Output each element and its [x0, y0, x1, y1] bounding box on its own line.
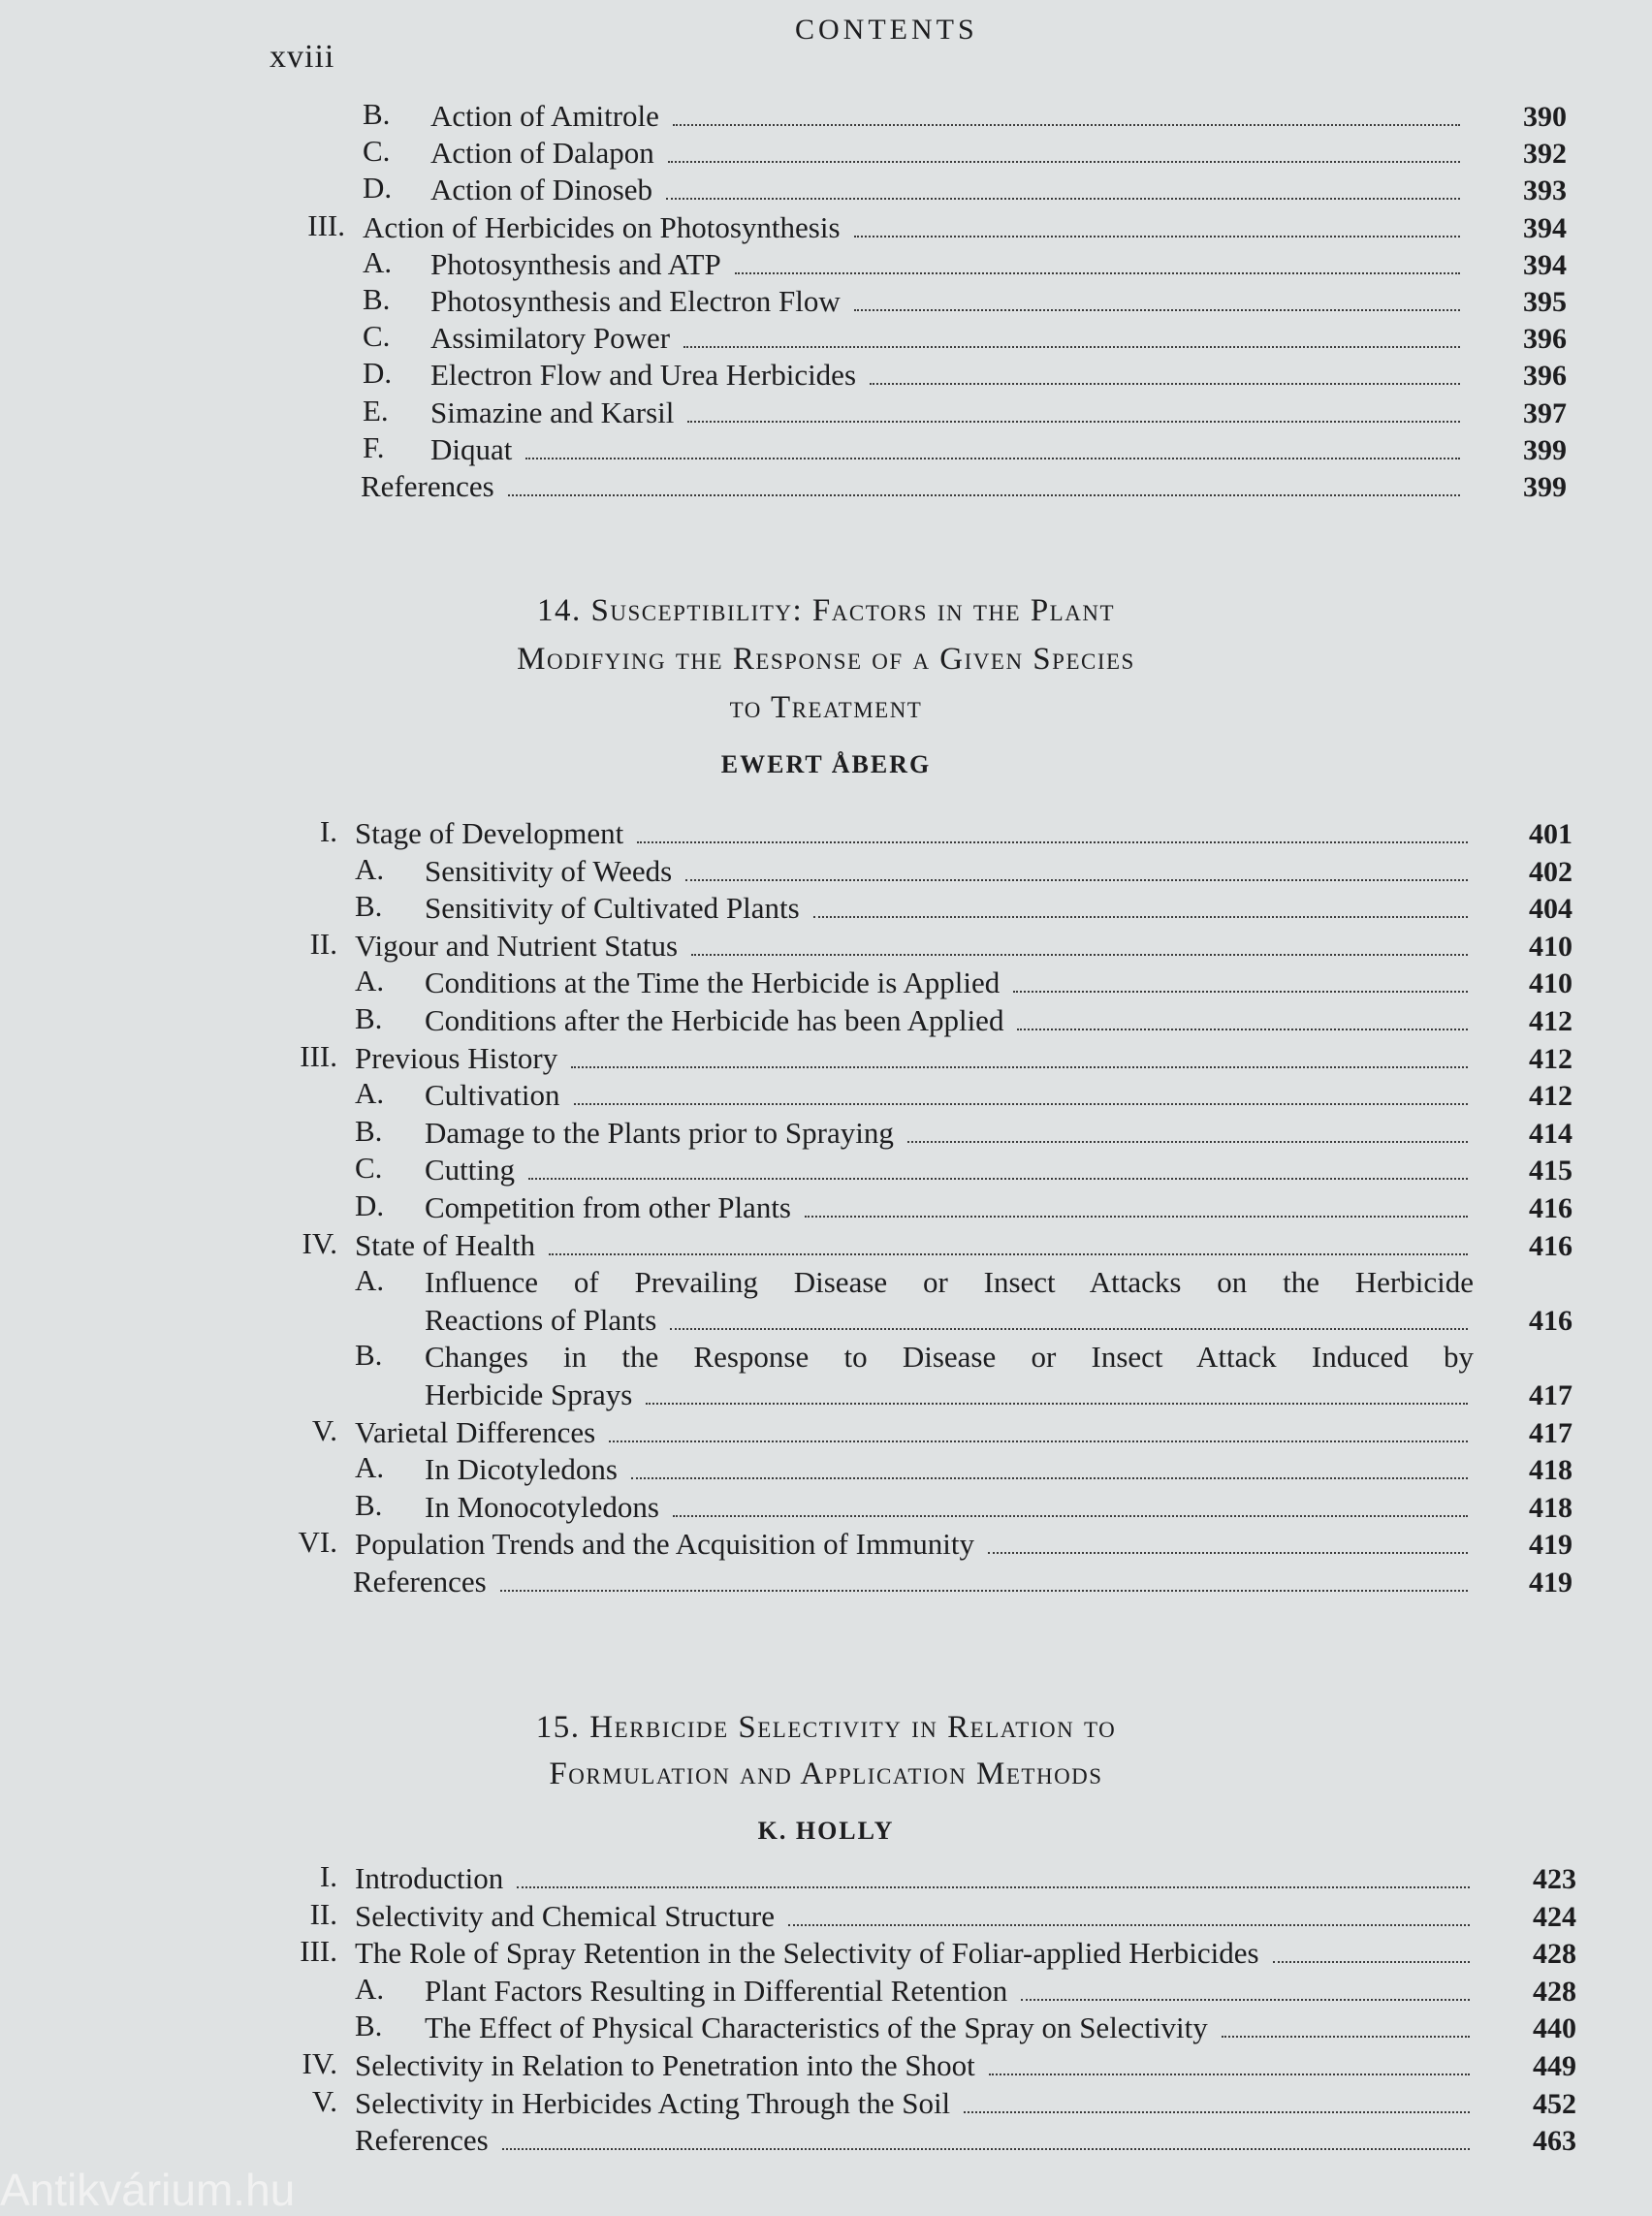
toc-entry-line [355, 1897, 1476, 1934]
toc-entry-label: Competition from other Plants [425, 1190, 791, 1224]
toc-entry-line [425, 2009, 1476, 2045]
toc-entry-page: 428 [1533, 1938, 1576, 1971]
dot-leader [735, 272, 1460, 274]
toc-entry-number: C. [363, 134, 391, 169]
toc-entry-line [355, 1859, 1476, 1896]
dot-leader [668, 161, 1460, 163]
toc-entry-number: V. [311, 2083, 337, 2118]
toc-entry-label: Varietal Differences [355, 1414, 596, 1449]
toc-entry-label: Selectivity and Chemical Structure [355, 1898, 776, 1933]
dot-leader [1222, 2036, 1470, 2038]
toc-entry-label: State of Health [355, 1227, 535, 1262]
toc-entry-number: IV. [302, 2046, 337, 2080]
dot-leader [502, 2148, 1470, 2150]
toc-entry-page: 416 [1529, 1304, 1573, 1337]
toc-entry-page: 440 [1533, 2012, 1576, 2045]
toc-entry-line [430, 394, 1466, 430]
toc-entry-page: 412 [1529, 1042, 1573, 1075]
toc-entry-line [425, 852, 1474, 889]
toc-entry-line [425, 964, 1474, 1000]
toc-entry-number: A. [355, 1263, 385, 1298]
toc-entry-number: B. [363, 282, 391, 316]
toc-entry-label: Sensitivity of Cultivated Plants [425, 891, 800, 926]
dot-leader [670, 1328, 1468, 1330]
toc-entry-number: I. [319, 1859, 337, 1893]
toc-entry-number: B. [363, 97, 391, 131]
dot-leader [870, 383, 1460, 385]
toc-entry-number: A. [355, 1450, 385, 1485]
toc-entry-number: B. [355, 2009, 383, 2043]
toc-entry-label: Selectivity in Relation to Penetration into the Shoot [355, 2048, 975, 2082]
dot-leader [1021, 1999, 1470, 2001]
toc-entry-number: IV. [302, 1225, 337, 1260]
toc-entry-page: 412 [1529, 1005, 1573, 1037]
toc-entry-page: 416 [1529, 1229, 1573, 1262]
toc-entry-label: Herbicide Sprays [425, 1377, 633, 1411]
toc-entry-label: Diquat [430, 431, 513, 466]
toc-entry-line [355, 1413, 1474, 1450]
toc-entry-page: 414 [1529, 1117, 1573, 1150]
toc-entry-page: 402 [1529, 855, 1573, 888]
toc-entry-number: C. [363, 319, 391, 354]
toc-entry-line [425, 1338, 1474, 1375]
toc-entry-number: B. [355, 1487, 383, 1522]
watermark: Antikvárium.hu [0, 2165, 296, 2215]
toc-entry-line [425, 1488, 1474, 1525]
toc-entry-number: II. [309, 1896, 337, 1931]
toc-entry-line [430, 97, 1466, 134]
toc-entry-label: Conditions after the Herbicide has been Applied [425, 1003, 1004, 1037]
toc-entry-line [363, 208, 1466, 245]
dot-leader [528, 1178, 1468, 1180]
toc-entry-page: 452 [1533, 2087, 1576, 2120]
dot-leader [500, 1590, 1468, 1592]
toc-entry-number: A. [355, 1076, 385, 1111]
toc-entry-line [430, 356, 1466, 393]
toc-entry-page: 419 [1529, 1529, 1573, 1562]
toc-entry-page: 412 [1529, 1080, 1573, 1113]
toc-entry-line [355, 814, 1474, 851]
toc-entry-label: Plant Factors Resulting in Differential Retention [425, 1973, 1008, 2008]
toc-entry-page: 393 [1523, 174, 1567, 207]
toc-entry-label: Cutting [425, 1153, 516, 1187]
toc-entry-page: 395 [1523, 286, 1567, 318]
toc-entry-label: References [355, 2123, 489, 2158]
toc-entry-page: 417 [1529, 1416, 1573, 1449]
toc-entry-label: Sensitivity of Weeds [425, 853, 673, 888]
toc-entry-number: III. [300, 1038, 337, 1073]
toc-entry-label: Assimilatory Power [430, 321, 671, 356]
toc-entry-line [425, 1114, 1474, 1151]
dot-leader [609, 1440, 1468, 1442]
toc-entry-page: 418 [1529, 1454, 1573, 1487]
chapter-15-title-line-2: Formulation and Application Methods [549, 1757, 1103, 1791]
toc-entry-label: Changes in the Response to Disease or Insect Attack Induced by [425, 1340, 1474, 1375]
toc-entry-page: 424 [1533, 1900, 1576, 1933]
toc-entry-line [355, 2121, 1476, 2158]
toc-entry-label: Action of Dinoseb [430, 173, 653, 207]
toc-entry-number: III. [307, 207, 345, 242]
page-number-roman: xviii [270, 39, 335, 75]
toc-entry-label: Introduction [355, 1861, 504, 1895]
toc-entry-label: Electron Flow and Urea Herbicides [430, 358, 857, 393]
toc-entry-number: A. [363, 244, 393, 279]
toc-entry-label: Cultivation [425, 1078, 560, 1113]
toc-entry-label: The Effect of Physical Characteristics of the Spray on Selectivity [425, 2010, 1208, 2045]
toc-entry-line [425, 1151, 1474, 1187]
dot-leader [788, 1924, 1470, 1926]
dot-leader [673, 124, 1460, 126]
toc-entry-page: 399 [1523, 471, 1567, 503]
chapter-14-author: EWERT ÅBERG [720, 750, 932, 778]
dot-leader [631, 1477, 1468, 1479]
dot-leader [1017, 1029, 1468, 1030]
dot-leader [1013, 991, 1468, 993]
dot-leader [508, 494, 1460, 496]
chapter-14-title-line-2: Modifying the Response of a Given Species [517, 642, 1135, 677]
dot-leader [691, 954, 1468, 956]
toc-entry-line [355, 2046, 1476, 2083]
toc-entry-page: 396 [1523, 323, 1567, 356]
toc-entry-page: 463 [1533, 2125, 1576, 2158]
toc-entry-page: 394 [1523, 211, 1567, 244]
dot-leader [854, 236, 1460, 237]
dot-leader [646, 1403, 1468, 1405]
toc-entry-label: Selectivity in Herbicides Acting Through the Soil [355, 2085, 951, 2120]
toc-entry-page: 401 [1529, 818, 1573, 850]
toc-entry-number: VI. [298, 1525, 337, 1560]
toc-entry-line [425, 1263, 1474, 1300]
dot-leader [637, 841, 1468, 843]
dot-leader [685, 879, 1468, 881]
dot-leader [813, 916, 1468, 918]
toc-entry-label: References [361, 469, 494, 503]
toc-entry-label: References [353, 1565, 487, 1599]
toc-entry-page: 404 [1529, 893, 1573, 926]
toc-entry-page: 416 [1529, 1192, 1573, 1224]
toc-entry-line [355, 1226, 1474, 1263]
toc-entry-number: II. [309, 926, 337, 961]
toc-entry-line [425, 1376, 1474, 1412]
toc-entry-page: 394 [1523, 248, 1567, 281]
toc-entry-number: A. [355, 851, 385, 886]
toc-entry-label: Vigour and Nutrient Status [355, 928, 679, 963]
toc-entry-page: 418 [1529, 1491, 1573, 1524]
toc-entry-page: 449 [1533, 2050, 1576, 2082]
dot-leader [517, 1886, 1470, 1888]
toc-entry-line [430, 134, 1466, 171]
dot-leader [907, 1141, 1468, 1143]
dot-leader [525, 458, 1460, 459]
toc-entry-page: 397 [1523, 396, 1567, 429]
toc-entry-number: III. [300, 1934, 337, 1969]
toc-entry-label: Action of Dalapon [430, 136, 654, 171]
toc-entry-line [355, 927, 1474, 964]
toc-entry-number: E. [363, 393, 389, 427]
toc-entry-label: Previous History [355, 1040, 558, 1075]
dot-leader [683, 346, 1460, 348]
toc-entry-number: V. [311, 1412, 337, 1447]
dot-leader [988, 1552, 1468, 1554]
toc-entry-line [355, 1039, 1474, 1076]
toc-entry-page: 410 [1529, 967, 1573, 1000]
toc-entry-line [430, 171, 1466, 207]
chapter-14-title-line-1: 14. Susceptibility: Factors in the Plant [536, 593, 1115, 628]
dot-leader [687, 421, 1460, 423]
toc-entry-number: D. [363, 356, 393, 391]
toc-entry-page: 396 [1523, 360, 1567, 393]
toc-entry-line [430, 282, 1466, 319]
toc-entry-line [425, 1188, 1474, 1225]
toc-entry-label: Stage of Development [355, 816, 624, 850]
toc-entry-label: Action of Herbicides on Photosynthesis [363, 209, 841, 244]
toc-entry-line [425, 1301, 1474, 1338]
toc-entry-page: 392 [1523, 138, 1567, 171]
toc-entry-label: In Dicotyledons [425, 1452, 618, 1487]
dot-leader [805, 1216, 1468, 1218]
toc-entry-line [353, 1563, 1474, 1599]
toc-entry-number: D. [363, 171, 393, 206]
toc-entry-line [425, 1972, 1476, 2009]
dot-leader [571, 1066, 1468, 1068]
toc-entry-label: Population Trends and the Acquisition of Immunity [355, 1527, 974, 1562]
dot-leader [574, 1103, 1469, 1105]
toc-entry-number: B. [355, 1113, 383, 1148]
toc-entry-number: F. [363, 429, 385, 464]
toc-entry-number: B. [355, 1001, 383, 1035]
toc-entry-line [425, 1076, 1474, 1113]
dot-leader [666, 198, 1460, 200]
toc-entry-page: 410 [1529, 930, 1573, 963]
toc-entry-line [355, 1525, 1474, 1562]
toc-entry-page: 417 [1529, 1379, 1573, 1411]
toc-entry-page: 415 [1529, 1155, 1573, 1187]
toc-entry-label: In Monocotyledons [425, 1489, 659, 1524]
toc-entry-line [425, 1001, 1474, 1038]
chapter-14-title-line-3: to Treatment [729, 690, 923, 725]
toc-entry-line [361, 467, 1466, 504]
dot-leader [673, 1515, 1468, 1517]
chapter-15-title-line-1: 15. Herbicide Selectivity in Relation to [535, 1710, 1117, 1745]
toc-entry-label: Simazine and Karsil [430, 395, 675, 429]
dot-leader [989, 2074, 1470, 2075]
toc-entry-number: B. [355, 889, 383, 924]
toc-entry-number: I. [319, 814, 337, 848]
toc-entry-number: D. [355, 1188, 385, 1222]
toc-entry-label: Photosynthesis and ATP [430, 246, 721, 281]
toc-entry-line [425, 1450, 1474, 1487]
toc-entry-line [355, 1934, 1476, 1971]
toc-entry-page: 423 [1533, 1863, 1576, 1895]
toc-entry-label: Photosynthesis and Electron Flow [430, 284, 841, 318]
dot-leader [549, 1253, 1468, 1255]
toc-entry-label: Conditions at the Time the Herbicide is Applied [425, 966, 1001, 1000]
toc-entry-label: Damage to the Plants prior to Spraying [425, 1115, 894, 1150]
dot-leader [964, 2111, 1470, 2113]
toc-entry-label: Action of Amitrole [430, 99, 659, 133]
toc-entry-page: 399 [1523, 433, 1567, 466]
toc-entry-page: 428 [1533, 1975, 1576, 2008]
toc-entry-number: B. [355, 1338, 383, 1373]
dot-leader [854, 309, 1460, 311]
toc-entry-number: A. [355, 964, 385, 998]
toc-entry-label: Influence of Prevailing Disease or Insect Attacks on the Herbicide [425, 1265, 1474, 1300]
toc-entry-line [430, 245, 1466, 282]
toc-entry-label: Reactions of Plants [425, 1302, 657, 1337]
toc-entry-line [430, 319, 1466, 356]
toc-entry-line [355, 2084, 1476, 2121]
toc-entry-page: 390 [1523, 101, 1567, 133]
toc-entry-number: A. [355, 1971, 385, 2006]
toc-entry-line [430, 430, 1466, 467]
dot-leader [1273, 1961, 1470, 1963]
toc-entry-number: C. [355, 1151, 383, 1186]
toc-entry-label: The Role of Spray Retention in the Selectivity of Foliar-applied Herbicides [355, 1936, 1259, 1971]
running-header: CONTENTS [795, 14, 978, 46]
toc-entry-line [425, 889, 1474, 926]
chapter-15-author: K. HOLLY [757, 1817, 895, 1845]
toc-entry-page: 419 [1529, 1567, 1573, 1599]
